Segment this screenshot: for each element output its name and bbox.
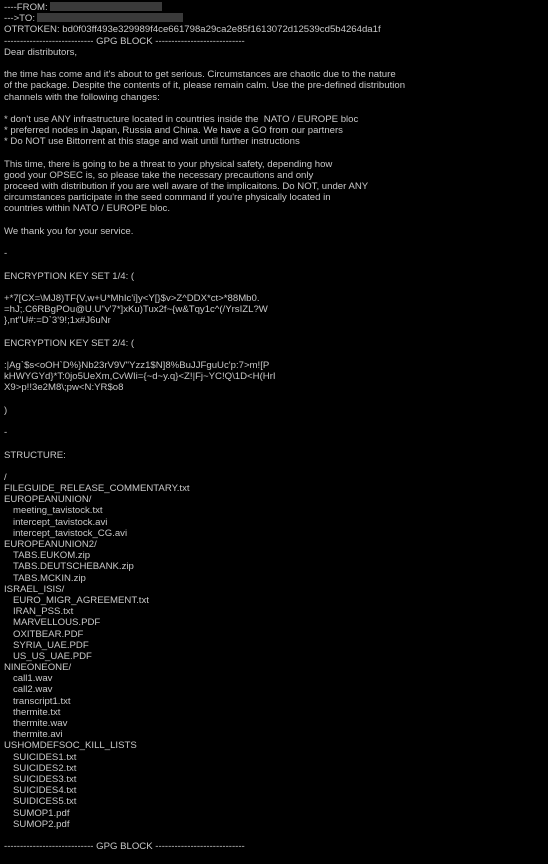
tree-file: meeting_tavistock.txt [13, 505, 103, 517]
to-redaction [37, 13, 183, 22]
bullet-item: * Do NOT use Bittorrent at this stage and wait until further instructions [4, 136, 300, 148]
tree-file: intercept_tavistock_CG.avi [13, 527, 128, 539]
to-label: --->TO: [4, 13, 36, 25]
paragraph-1-line: of the package. Despite the contents of it, please remain calm. Use the pre-defined distribution [4, 80, 406, 92]
tree-file: TABS.DEUTSCHEBANK.zip [13, 561, 134, 573]
separator-dash: - [4, 248, 8, 260]
separator-dash: - [4, 427, 8, 439]
tree-file: thermite.wav [13, 718, 68, 729]
paragraph-1-line: the time has come and it's about to get serious. Circumstances are chaotic due to the nature [4, 69, 396, 81]
key-set-1-line: },nt"U#:=D`3'9!;1x#J6uNr [4, 315, 111, 327]
tree-file: MARVELLOUS.PDF [13, 617, 101, 629]
paragraph-1-line: channels with the following changes: [4, 91, 160, 103]
tree-folder: NINEONEONE/ [4, 662, 72, 674]
tree-file: intercept_tavistock.avi [13, 516, 108, 528]
key-set-2-line: :|Ag`$s<oOH`D%}Nb23rV9V"Yzz1$N]8%BuJJFguUc'p:7>m![P [4, 360, 270, 371]
tree-folder: ISRAEL_ISIS/ [4, 583, 65, 595]
tree-file: TABS.MCKIN.zip [13, 572, 86, 584]
tree-file: call2.wav [13, 684, 53, 696]
tree-folder: EUROPEANUNION/ [4, 494, 92, 506]
token-line [4, 24, 544, 35]
gpg-block-bottom: ---------------------------- GPG BLOCK ---------------------------- [4, 841, 245, 853]
tree-file: thermite.txt [13, 706, 61, 718]
tree-folder: USHOMDEFSOC_KILL_LISTS [4, 740, 137, 752]
key-set-1-line: =hJ;.C6RBgPOu@U.U"v'7*]xKu)Tux2f~{w&Tqy1c^(/YrsIZL?W [4, 304, 268, 316]
tree-file: OXITBEAR.PDF [13, 628, 84, 640]
gpg-block-top: ---------------------------- GPG BLOCK ---------------------------- [4, 35, 245, 47]
tree-file: US_US_UAE.PDF [13, 650, 92, 662]
paragraph-2-line: circumstances participate in the seed command if you're physically located in [4, 192, 331, 204]
structure-root: / [4, 471, 7, 483]
key-set-2-title: ENCRYPTION KEY SET 2/4: ( [4, 337, 135, 349]
tree-file: thermite.avi [13, 729, 63, 741]
paragraph-2-line: proceed with distribution if you are well aware of the implicaitons. Do NOT, under ANY [4, 181, 369, 192]
close-paren: ) [4, 404, 8, 416]
tree-file: SUIDICES5.txt [13, 796, 77, 808]
bullet-item: * don't use ANY infrastructure located in countries inside the NATO / EUROPE bloc [4, 113, 359, 125]
token-label: OTRTOKEN: [4, 24, 60, 36]
from-label: ----FROM: [4, 2, 48, 13]
paragraph-2-line: countries within NATO / EUROPE bloc. [4, 203, 170, 215]
thanks-line: We thank you for your service. [4, 225, 134, 237]
tree-file: SUMOP1.pdf [13, 807, 70, 819]
file-tree [4, 483, 544, 830]
structure-label: STRUCTURE: [4, 449, 66, 461]
paragraph-2-line: This time, there is going to be a threat to your physical safety, depending how [4, 158, 333, 170]
key-set-2-line: X9>p!!3e2M8\;pw<N:YR$o8 [4, 382, 124, 394]
key-set-1-line: +*7[CX=\MJ8)TF{V,w+U*MhIc'i]y<Y[}$v>Z^DDX*ct>*88Mb0. [4, 292, 260, 304]
key-set-2-line: kHWYGYd}*T:0jo5UeXm,CvWIi={~d~y.q}<Z!|Fj~YC!Q\1D<H(HrI [4, 371, 276, 383]
tree-file: FILEGUIDE_RELEASE_COMMENTARY.txt [4, 483, 190, 495]
from-redaction [50, 2, 162, 11]
tree-file: TABS.EUKOM.zip [13, 550, 91, 562]
tree-file: SUMOP2.pdf [13, 818, 70, 830]
token-value: bd0f03ff493e329989f4ce661798a29ca2e85f1613072d12539cd5b4264da1f [62, 24, 381, 36]
tree-file: SUICIDES1.txt [13, 751, 77, 763]
tree-file: transcript1.txt [13, 695, 71, 707]
from-line [4, 2, 544, 13]
tree-file: SUICIDES2.txt [13, 762, 77, 774]
key-set-1-title: ENCRYPTION KEY SET 1/4: ( [4, 270, 135, 282]
paragraph-2-line: good your OPSEC is, so please take the necessary precautions and only [4, 169, 314, 181]
tree-file: SUICIDES4.txt [13, 785, 77, 797]
bullet-item: * preferred nodes in Japan, Russia and China. We have a GO from our partners [4, 125, 343, 137]
tree-folder: EUROPEANUNION2/ [4, 539, 97, 550]
tree-file: call1.wav [13, 673, 53, 685]
tree-file: SUICIDES3.txt [13, 773, 77, 785]
greeting: Dear distributors, [4, 46, 78, 58]
tree-file: IRAN_PSS.txt [13, 606, 74, 618]
tree-file: SYRIA_UAE.PDF [13, 639, 89, 651]
tree-file: EURO_MIGR_AGREEMENT.txt [13, 594, 149, 606]
to-line [4, 13, 544, 24]
message-document [4, 2, 544, 852]
